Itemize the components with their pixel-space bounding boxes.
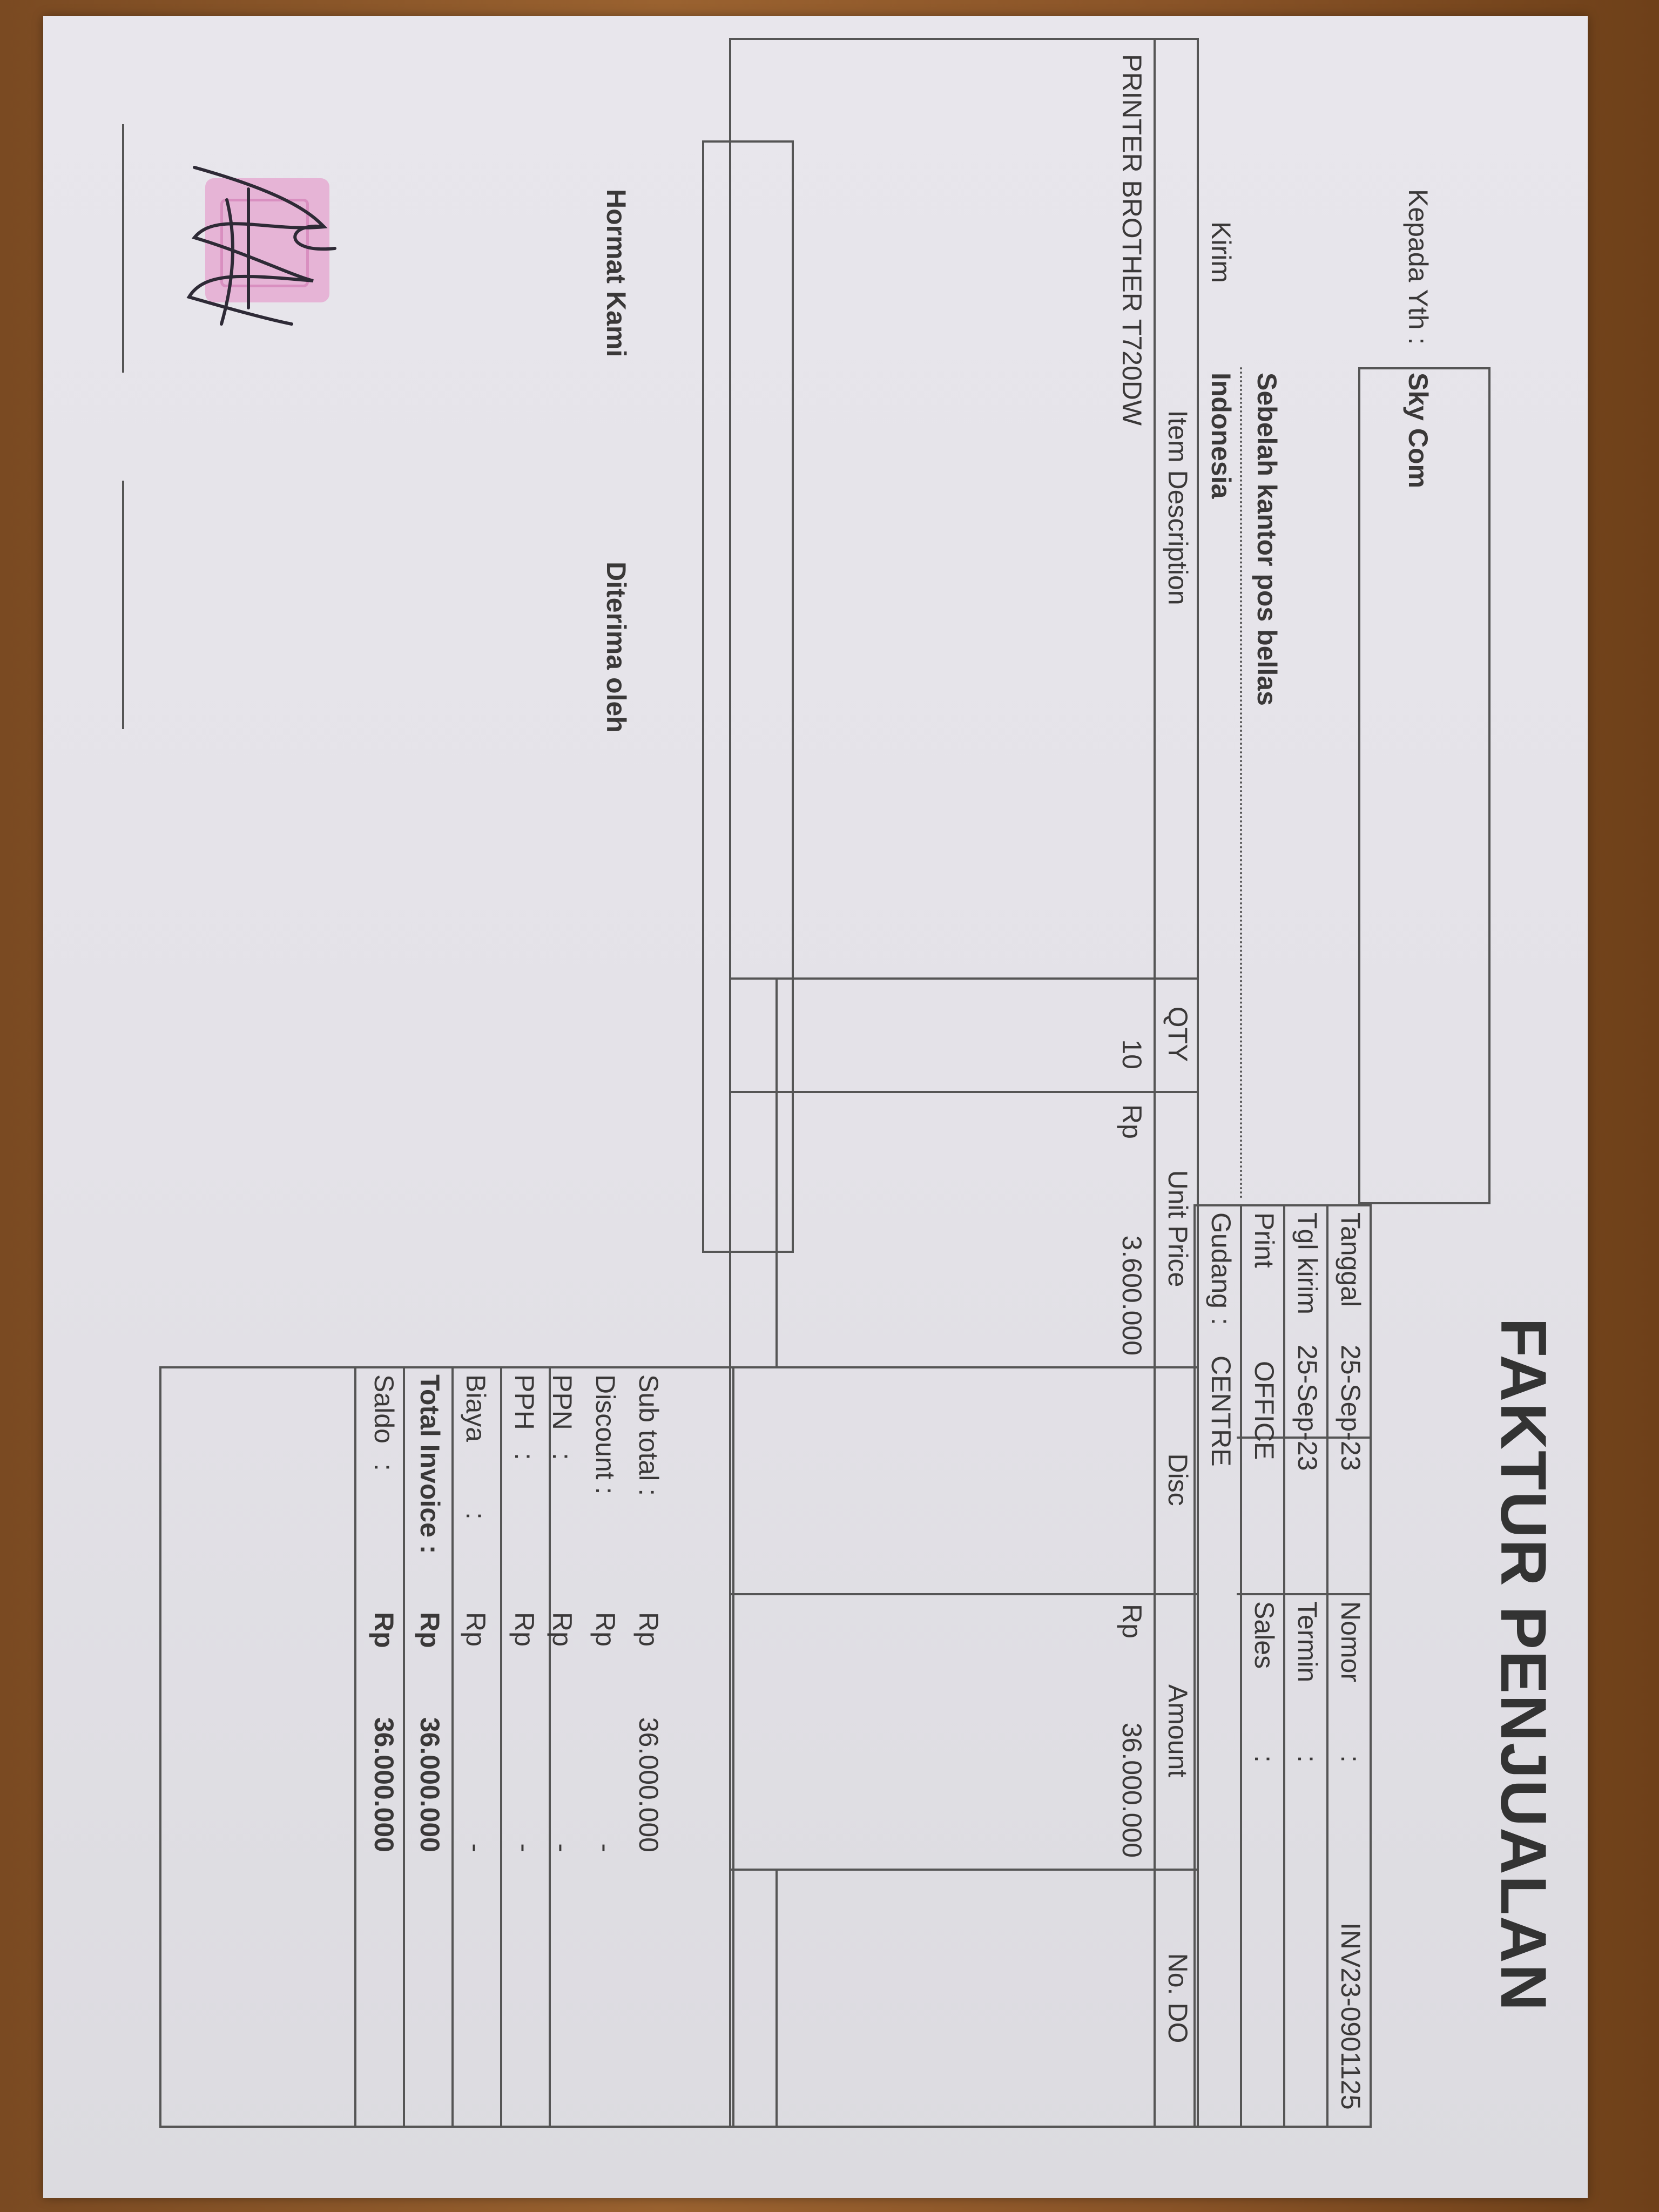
biaya-currency: Rp [461,1612,491,1647]
gudang-colon: : [1206,1318,1236,1325]
gudang-value: CENTRE [1206,1355,1236,1467]
biaya-value: - [461,1843,491,1852]
saldo-colon: : [369,1464,399,1471]
kepada-label: Kepada Yth : [1403,189,1433,345]
signature-line-hormat [122,124,124,373]
items-header-divider [1154,38,1156,2128]
ppn-currency: Rp [547,1612,577,1647]
nomor-colon: : [1336,1755,1366,1763]
ppn-label: PPN [547,1374,577,1430]
saldo-currency: Rp [369,1612,399,1648]
sales-colon: : [1249,1755,1279,1763]
discount-label: Discount : [590,1374,621,1495]
address-line-1: Sebelah kantor pos bellas [1252,373,1282,706]
signature-line-diterima [122,481,124,729]
customer-name: Sky Com [1403,373,1433,488]
customer-box [1358,367,1491,1204]
gudang-label: Gudang [1206,1212,1236,1309]
kirim-label: Kirim [1206,221,1236,283]
row-qty: 10 [1117,1039,1147,1069]
row-item: PRINTER BROTHER T720DW [1117,54,1147,426]
total-invoice-label: Total Invoice : [415,1374,445,1554]
saldo-label: Saldo [369,1374,399,1444]
tanggal-value: 25-Sep-23 [1336,1345,1366,1471]
termin-colon: : [1292,1755,1323,1763]
header-no-do: No. DO [1163,1953,1193,2044]
invoice-form [65,38,1577,2187]
header-disc: Disc [1163,1453,1193,1506]
termin-label: Termin [1292,1601,1323,1683]
ppn-value: - [547,1843,577,1852]
sales-label: Sales [1249,1601,1279,1669]
print-value: OFFICE [1249,1361,1279,1460]
biaya-colon: : [461,1512,491,1520]
address-line-2: Indonesia [1206,373,1236,499]
pph-value: - [509,1843,539,1852]
tgl-kirim-label: Tgl kirim [1292,1212,1323,1314]
subtotal-currency: Rp [633,1612,664,1647]
ppn-colon: : [547,1453,577,1460]
saldo-value: 36.000.000 [369,1717,399,1852]
tgl-kirim-value: 25-Sep-23 [1292,1345,1323,1471]
subtotal-value: 36.000.000 [633,1717,664,1852]
nomor-label: Nomor [1336,1601,1366,1683]
total-invoice-value: 36.000.000 [415,1717,445,1852]
biaya-label: Biaya [461,1374,491,1442]
invoice-title: FAKTUR PENJUALAN [1487,1318,1560,2012]
header-qty: QTY [1163,1006,1193,1062]
discount-currency: Rp [590,1612,621,1647]
row-amount-currency: Rp [1117,1604,1147,1638]
subtotal-label: Sub total : [633,1374,664,1496]
notes-box [702,140,794,1253]
hormat-kami-label: Hormat Kami [601,189,631,358]
tanggal-label: Tanggal [1336,1212,1366,1307]
row-unit-currency: Rp [1117,1104,1147,1139]
pph-currency: Rp [509,1612,539,1647]
invoice-paper [43,16,1588,2198]
pph-colon: : [509,1453,539,1460]
row-unit-price: 3.600.000 [1117,1235,1147,1355]
nomor-value: INV23-0901125 [1336,1923,1366,2110]
total-invoice-currency: Rp [415,1612,445,1648]
row-amount: 36.000.000 [1117,1722,1147,1858]
signature-scribble [162,146,356,351]
header-amount: Amount [1163,1684,1193,1778]
print-label: Print [1249,1212,1279,1268]
address-divider [1240,367,1242,1199]
header-item: Item Description [1163,410,1193,605]
diterima-oleh-label: Diterima oleh [601,562,631,733]
discount-value: - [590,1843,621,1852]
pph-label: PPH [509,1374,539,1430]
header-unit-price: Unit Price [1163,1170,1193,1287]
